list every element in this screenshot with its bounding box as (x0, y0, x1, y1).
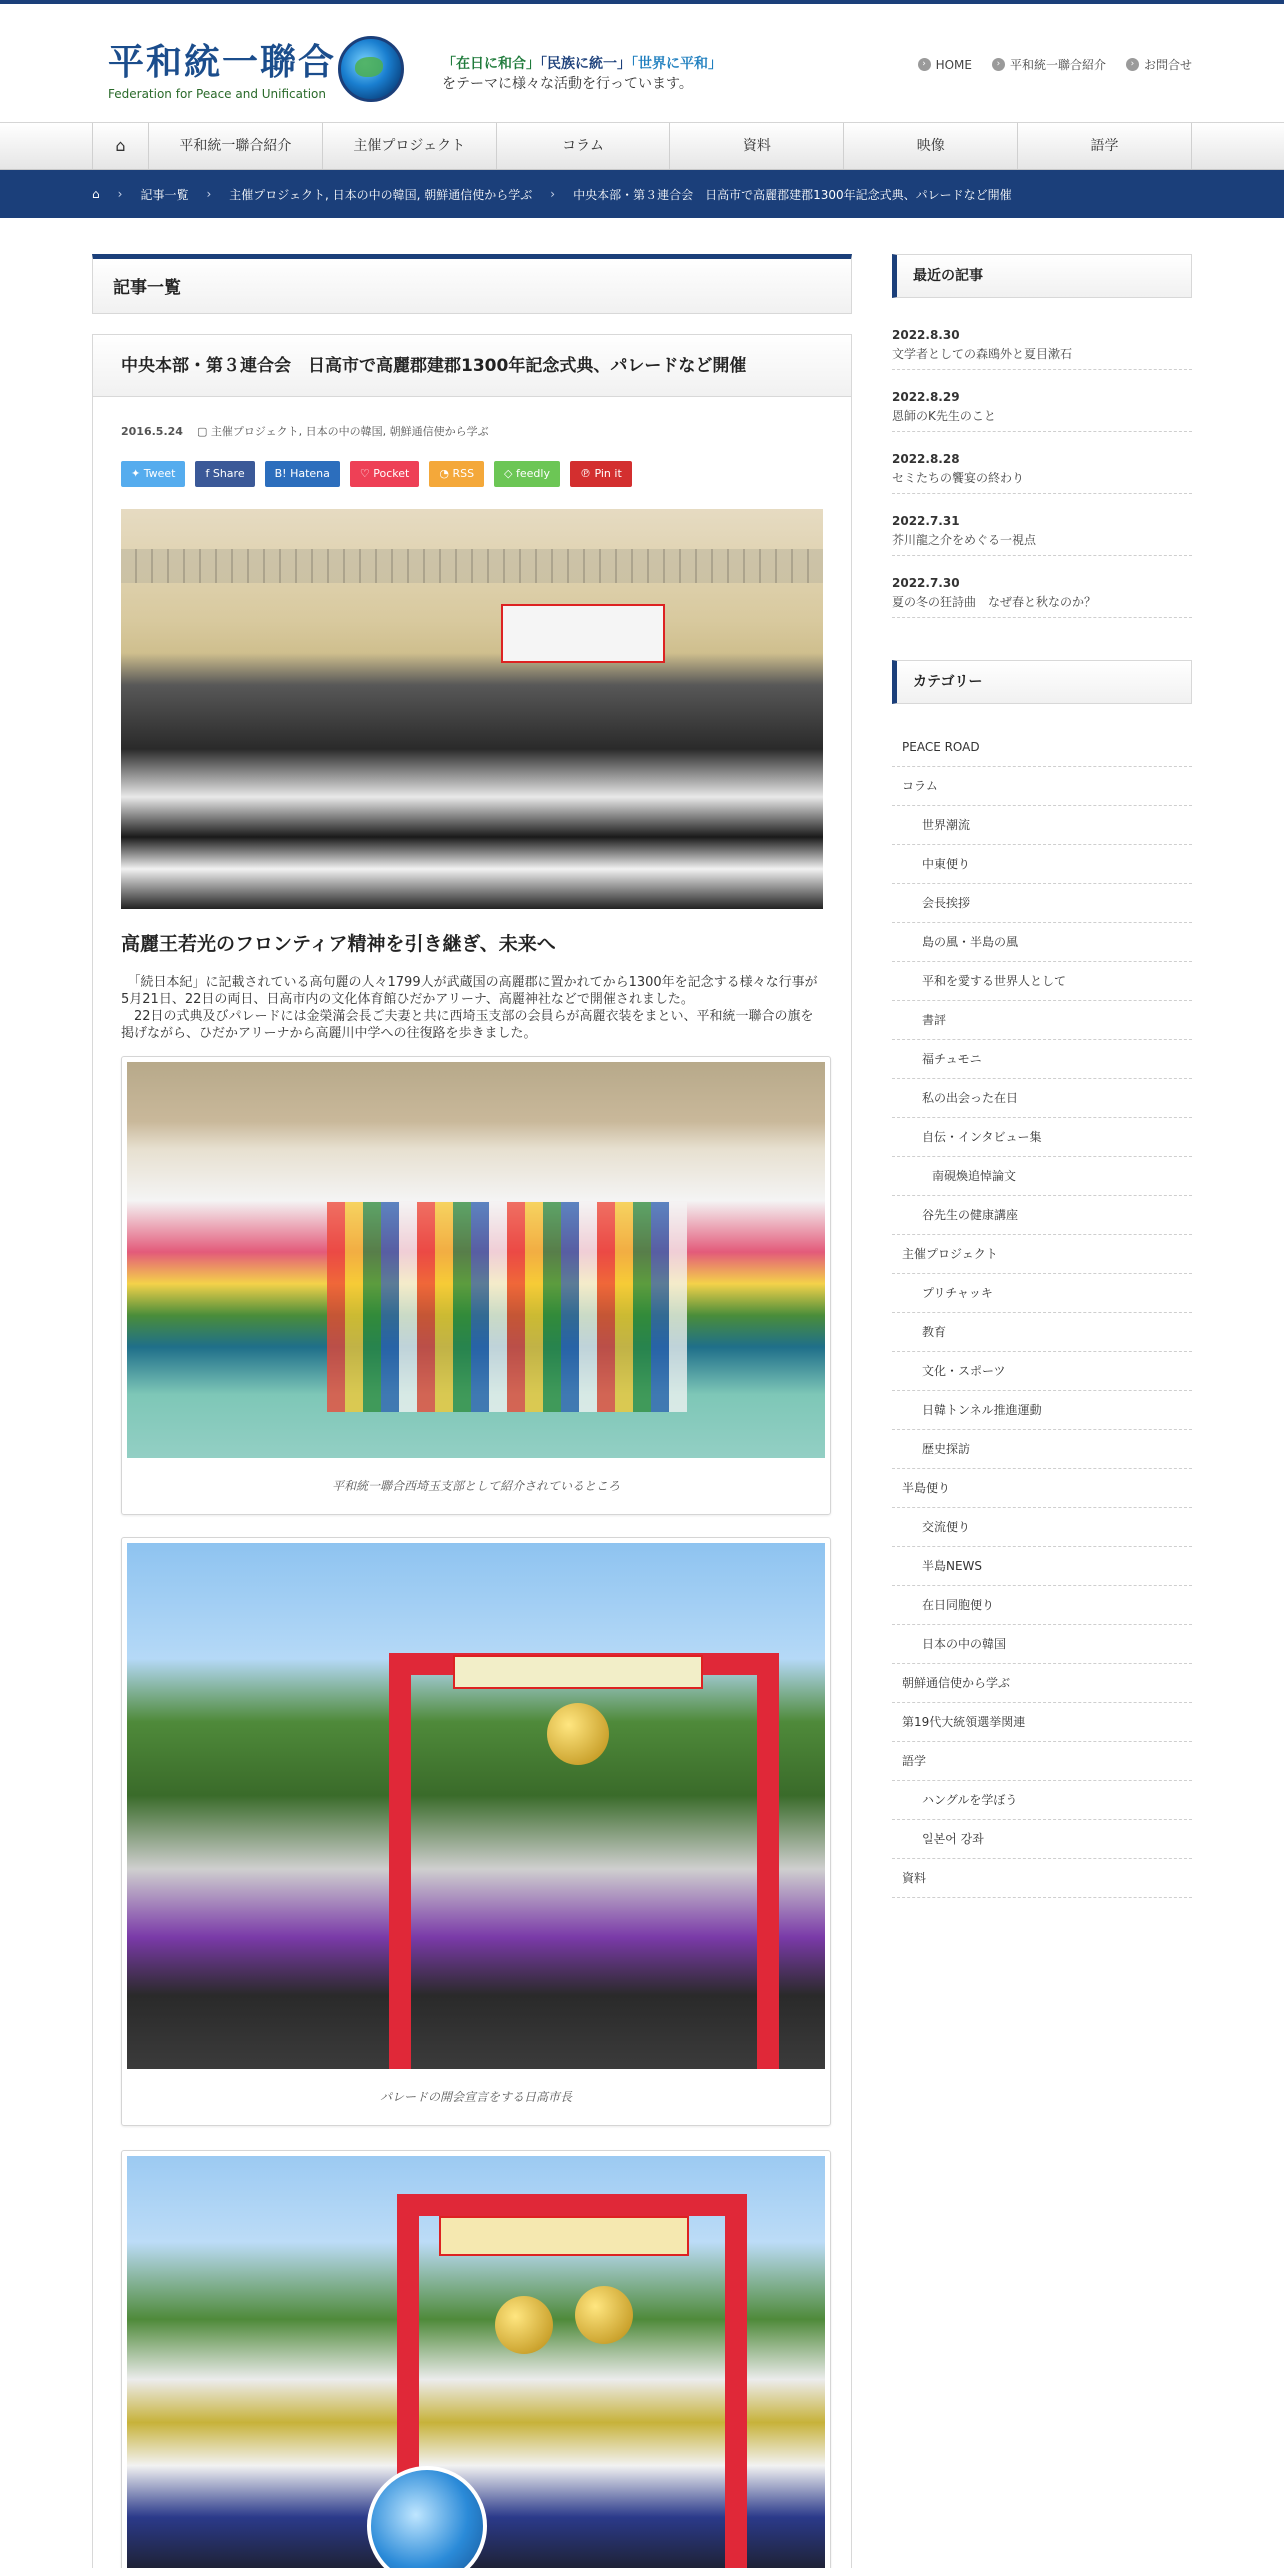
sidebar (892, 254, 1192, 2568)
site-logo[interactable] (108, 34, 336, 101)
category-item[interactable]: 第19代大統領選挙関連 (892, 1703, 1192, 1742)
article-figure (121, 1056, 831, 1515)
recent-post[interactable]: 2022.8.28 セミたちの饗宴の終わり (892, 448, 1192, 494)
category-list (892, 728, 1192, 1898)
tagline-line2: をテーマに様々な活動を行っています。 (442, 76, 693, 92)
article-figure (121, 1537, 831, 2126)
category-item[interactable]: 自伝・インタビュー集 (892, 1118, 1192, 1157)
main-content (92, 254, 852, 2568)
category-item[interactable]: 谷先生の健康講座 (892, 1196, 1192, 1235)
article-body (121, 974, 823, 1042)
figure-photo (127, 1543, 825, 2069)
category-item[interactable]: 福チュモニ (892, 1040, 1192, 1079)
nav-item-video[interactable]: 映像 (843, 123, 1017, 169)
category-item[interactable]: 書評 (892, 1001, 1192, 1040)
article-meta (121, 423, 823, 439)
category-item[interactable]: PEACE ROAD (892, 728, 1192, 767)
figure-caption: パレードの開会宣言をする日高市長 (379, 2090, 572, 2104)
category-item[interactable]: 主催プロジェクト (892, 1235, 1192, 1274)
rss-button[interactable]: ◔ RSS (429, 461, 484, 487)
category-item[interactable]: 半島NEWS (892, 1547, 1192, 1586)
article-paragraph: 22日の式典及びパレードには金榮滿会長ご夫妻と共に西埼玉支部の会員らが高麗衣装をまとい、平和統一聯合の旗を掲げながら、ひだかアリーナから高麗川中学への往復路を歩きました。 (121, 1009, 814, 1041)
category-item[interactable]: コラム (892, 767, 1192, 806)
category-item[interactable]: 教育 (892, 1313, 1192, 1352)
chevron-right-icon: › (206, 187, 212, 201)
twitter-icon: ✦ (131, 467, 141, 480)
recent-posts-list (892, 324, 1192, 618)
article-main-photo (121, 509, 823, 909)
chevron-right-icon: › (117, 187, 123, 201)
category-item[interactable]: ハングルを学ぼう (892, 1781, 1192, 1820)
tagline-part2: 「民族に統一」 (540, 56, 631, 72)
figure-caption: 平和統一聯合西埼玉支部として紹介されているところ (331, 1479, 620, 1493)
home-icon: ⌂ (115, 136, 126, 155)
article-figure (121, 2150, 831, 2568)
top-link-contact[interactable]: › お問合せ (1126, 56, 1192, 73)
share-buttons (121, 461, 823, 487)
top-link-home[interactable]: › HOME (918, 56, 972, 73)
category-item[interactable]: 朝鮮通信使から学ぶ (892, 1664, 1192, 1703)
recent-post[interactable]: 2022.8.29 恩師のK先生のこと (892, 386, 1192, 432)
hatena-button[interactable]: B! Hatena (265, 461, 340, 487)
nav-item-about[interactable]: 平和統一聯合紹介 (148, 123, 322, 169)
category-item[interactable]: 文化・スポーツ (892, 1352, 1192, 1391)
tagline-part3: 「世界に平和」 (631, 56, 722, 72)
chevron-right-icon: › (992, 58, 1005, 71)
breadcrumb-item[interactable]: 記事一覧 (140, 187, 189, 202)
figure-photo (127, 1062, 825, 1458)
breadcrumb-current: 中央本部・第３連合会 日高市で高麗郡建郡1300年記念式典、パレードなど開催 (573, 187, 1012, 202)
tagline-part1: 「在日に和合」 (442, 56, 540, 72)
category-item[interactable]: 在日同胞便り (892, 1586, 1192, 1625)
tweet-button[interactable]: ✦ Tweet (121, 461, 185, 487)
hatena-icon: B! (274, 467, 287, 480)
logo-title: 平和統一聯合 (108, 41, 337, 83)
category-item[interactable]: 語学 (892, 1742, 1192, 1781)
article-categories[interactable]: ▢ 主催プロジェクト, 日本の中の韓国, 朝鮮通信使から学ぶ (196, 425, 489, 438)
section-title: 記事一覧 (92, 254, 852, 314)
chevron-right-icon: › (918, 58, 931, 71)
pinterest-button[interactable]: ℗ Pin it (570, 461, 632, 487)
category-item[interactable]: 島の風・半島の風 (892, 923, 1192, 962)
category-item[interactable]: 資料 (892, 1859, 1192, 1898)
category-title: カテゴリー (892, 660, 1192, 704)
article-title: 中央本部・第３連合会 日高市で高麗郡建郡1300年記念式典、パレードなど開催 (93, 335, 851, 397)
recent-post[interactable]: 2022.7.30 夏の冬の狂詩曲 なぜ春と秋なのか？ (892, 572, 1192, 618)
article-subheading: 高麗王若光のフロンティア精神を引き継ぎ、未来へ (121, 933, 556, 955)
breadcrumb-home-icon[interactable]: ⌂ (92, 187, 100, 201)
article (92, 334, 852, 2568)
category-item[interactable]: 交流便り (892, 1508, 1192, 1547)
breadcrumb-item[interactable]: 主催プロジェクト, 日本の中の韓国, 朝鮮通信使から学ぶ (229, 187, 533, 202)
category-item[interactable]: 世界潮流 (892, 806, 1192, 845)
feedly-button[interactable]: ◇ feedly (494, 461, 560, 487)
nav-item-column[interactable]: コラム (496, 123, 670, 169)
category-item[interactable]: プリチャッキ (892, 1274, 1192, 1313)
site-header (0, 4, 1284, 122)
category-item[interactable]: 私の出会った在日 (892, 1079, 1192, 1118)
recent-post[interactable]: 2022.8.30 文学者としての森鴎外と夏目漱石 (892, 324, 1192, 370)
nav-item-language[interactable]: 語学 (1017, 123, 1192, 169)
article-date: 2016.5.24 (121, 424, 183, 438)
nav-home[interactable] (92, 123, 148, 169)
category-item[interactable]: 会長挨拶 (892, 884, 1192, 923)
category-item[interactable]: 南硯煥追悼論文 (892, 1157, 1192, 1196)
main-nav (0, 122, 1284, 170)
facebook-icon: f (205, 467, 210, 480)
facebook-share-button[interactable]: f Share (195, 461, 254, 487)
recent-post[interactable]: 2022.7.31 芥川龍之介をめぐる一視点 (892, 510, 1192, 556)
globe-logo-icon (338, 36, 404, 102)
pocket-button[interactable]: ♡ Pocket (350, 461, 419, 487)
category-item[interactable]: 日韓トンネル推進運動 (892, 1391, 1192, 1430)
site-tagline (442, 54, 722, 94)
comment-icon: ▢ (196, 425, 208, 438)
rss-icon: ◔ (439, 467, 449, 480)
recent-posts-title: 最近の記事 (892, 254, 1192, 298)
article-paragraph: 「続日本紀」に記載されている高句麗の人々1799人が武蔵国の高麗郡に置かれてから1300年を記念する様々な行事が5月21日、22日の両日、日高市内の文化体育館ひだかアリーナ、高麗神社などで開催されました。 (121, 975, 818, 1007)
category-item[interactable]: 平和を愛する世界人として (892, 962, 1192, 1001)
category-item[interactable]: 中東便り (892, 845, 1192, 884)
pinterest-icon: ℗ (579, 467, 591, 480)
category-item[interactable]: 日本の中の韓国 (892, 1625, 1192, 1664)
figure-photo (127, 2156, 825, 2568)
nav-item-documents[interactable]: 資料 (669, 123, 843, 169)
breadcrumb (0, 170, 1284, 218)
category-item[interactable]: 일본어 강좌 (892, 1820, 1192, 1859)
top-links (918, 56, 1192, 73)
chevron-right-icon: › (550, 187, 556, 201)
chevron-right-icon: › (1126, 58, 1139, 71)
top-link-about[interactable]: › 平和統一聯合紹介 (992, 56, 1106, 73)
category-item[interactable]: 半島便り (892, 1469, 1192, 1508)
nav-item-projects[interactable]: 主催プロジェクト (322, 123, 496, 169)
feedly-icon: ◇ (504, 467, 513, 480)
logo-subtitle: Federation for Peace and Unification (108, 87, 326, 101)
pocket-icon: ♡ (359, 467, 370, 480)
category-item[interactable]: 歴史探訪 (892, 1430, 1192, 1469)
